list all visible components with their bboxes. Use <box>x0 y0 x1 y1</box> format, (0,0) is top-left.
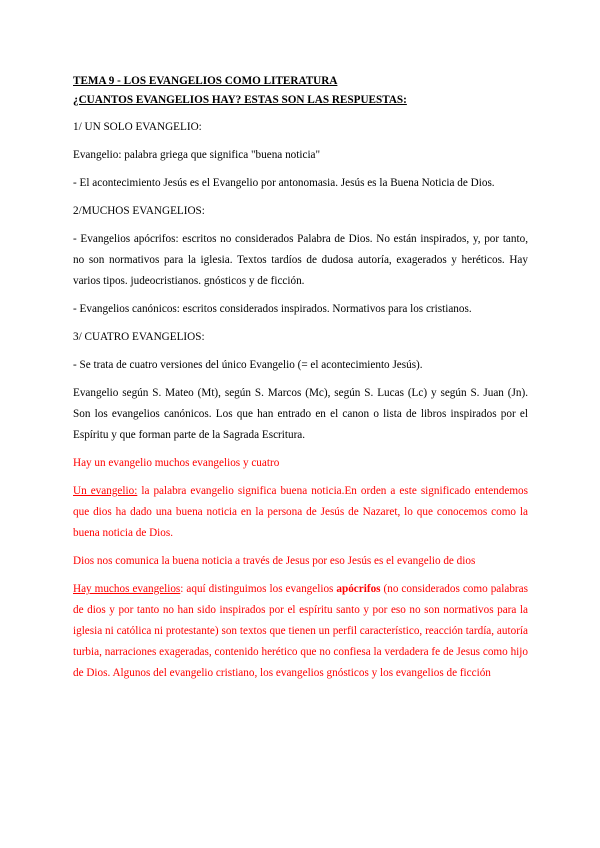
section-2-paragraph-1: - Evangelios apócrifos: escritos no considerados Palabra de Dios. No están inspirados, y, por tanto, no son normativos para la iglesia. Textos tardíos de dudosa autoría, exagerados y heréticos. Hay varios tipos. judeocristianos. gnósticos y de ficción. <box>73 233 528 287</box>
note-summary: Hay un evangelio muchos evangelios y cuatro <box>73 457 280 469</box>
document-subtitle: ¿CUANTOS EVANGELIOS HAY? ESTAS SON LAS RESPUESTAS: <box>73 94 407 106</box>
section-1-paragraph-1: Evangelio: palabra griega que significa "buena noticia" <box>73 149 321 161</box>
note-one-gospel-label: Un evangelio: <box>73 485 138 497</box>
document-page <box>73 72 528 691</box>
section-1-heading: 1/ UN SOLO EVANGELIO: <box>73 121 202 133</box>
note-many-gospels-text-b: (no considerados como palabras de dios y por tanto no han sido inspirados por el espíritu santo y por eso no son normativos para la iglesia ni católica ni protestante) son textos que tienen un perfil característico, reacción tardía, autoría turbia, narraciones exageradas, contenido herético que no confiesa la verdadera fe de Jesus como hijo de Dios. Algunos del evangelio cristiano, los evangelios gnósticos y los evangelios de ficción <box>73 583 528 679</box>
note-communicates: Dios nos comunica la buena noticia a través de Jesus por eso Jesús es el evangelio de dios <box>73 555 476 567</box>
document-title: TEMA 9 - LOS EVANGELIOS COMO LITERATURA <box>73 75 338 87</box>
note-many-gospels-label: Hay muchos evangelios <box>73 583 181 595</box>
note-many-gospels <box>73 579 528 684</box>
section-2-paragraph-2: - Evangelios canónicos: escritos considerados inspirados. Normativos para los cristianos. <box>73 303 472 315</box>
note-one-gospel <box>73 481 528 544</box>
note-apocryphal-term: apócrifos <box>336 583 381 595</box>
note-many-gospels-text-a: : aquí distinguimos los evangelios <box>180 583 337 595</box>
section-3-heading: 3/ CUATRO EVANGELIOS: <box>73 331 205 343</box>
note-one-gospel-text: la palabra evangelio significa buena noticia.En orden a este significado entendemos que dios ha dado una buena noticia en la persona de Jesús de Nazaret, lo que conocemos como la buena noticia de Dios. <box>73 485 529 539</box>
section-2-heading: 2/MUCHOS EVANGELIOS: <box>73 205 205 217</box>
section-3-paragraph-2: Evangelio según S. Mateo (Mt), según S. Marcos (Mc), según S. Lucas (Lc) y según S. Juan (Jn). Son los evangelios canónicos. Los que han entrado en el canon o lista de libros inspirados por el Espíritu y que forman parte de la Sagrada Escritura. <box>73 387 528 441</box>
section-3-paragraph-1: - Se trata de cuatro versiones del único Evangelio (= el acontecimiento Jesús). <box>73 359 423 371</box>
section-1-paragraph-2: - El acontecimiento Jesús es el Evangelio por antonomasia. Jesús es la Buena Noticia de Dios. <box>73 177 495 189</box>
